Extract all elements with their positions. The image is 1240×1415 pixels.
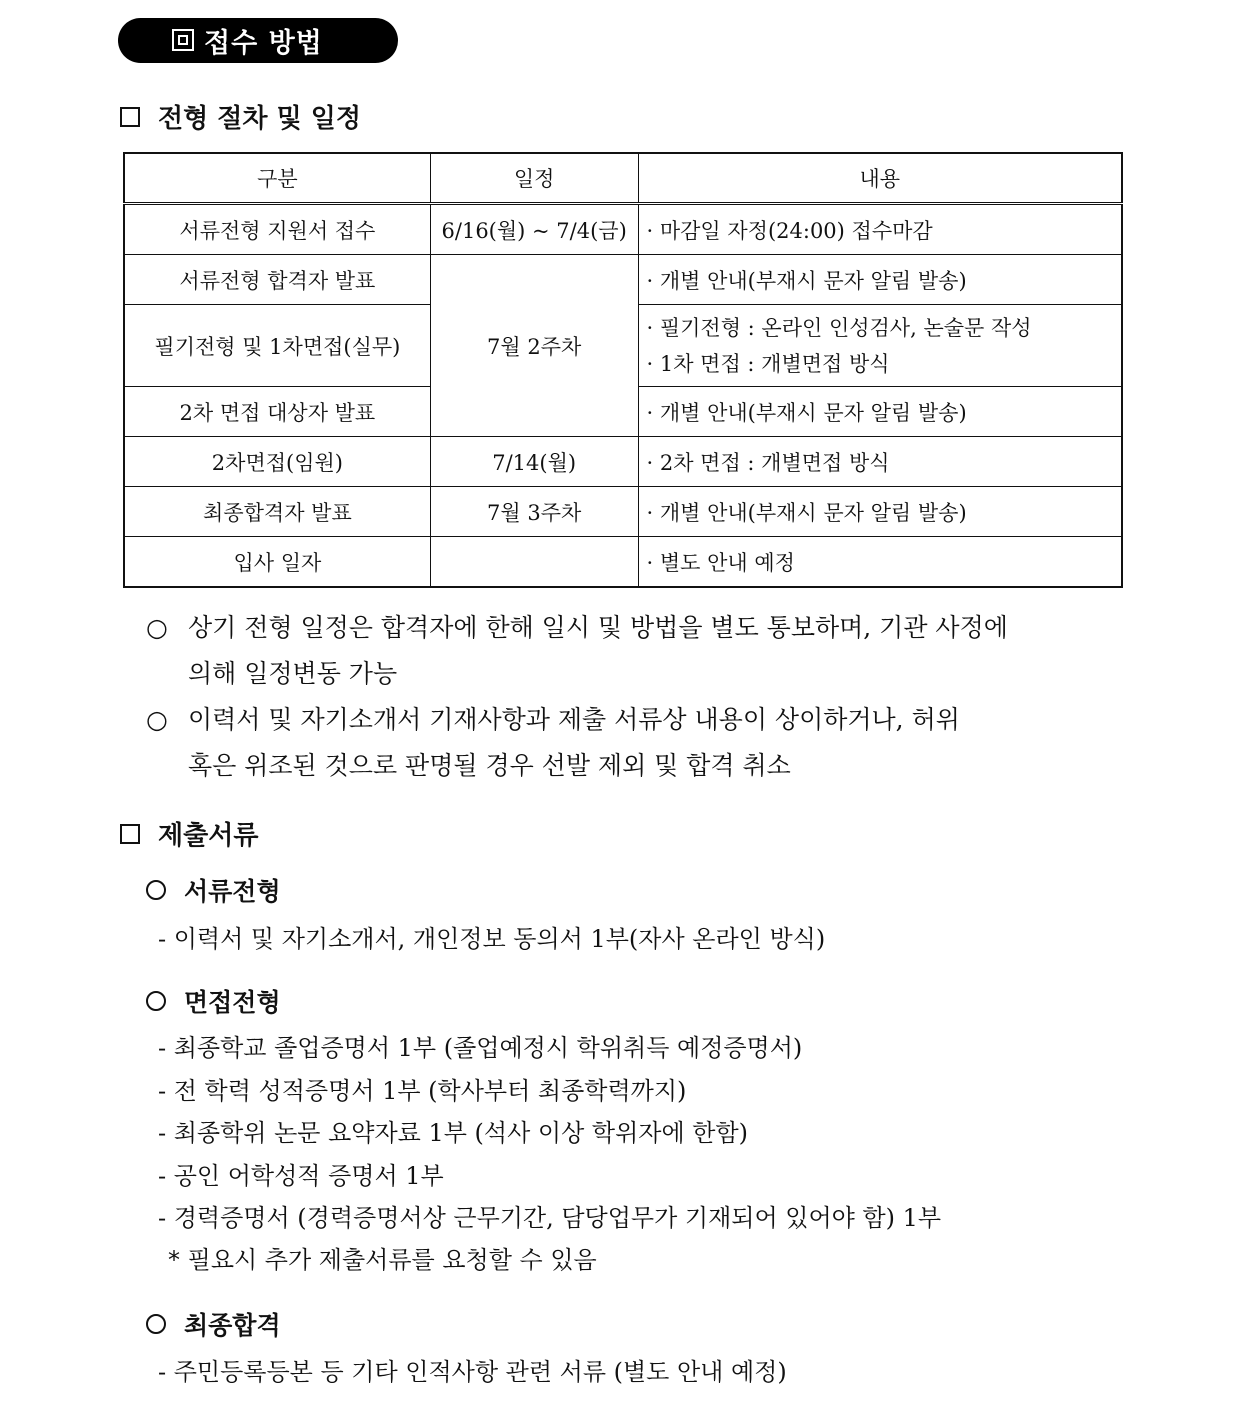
note-line2: 의해 일정변동 가능 bbox=[188, 659, 398, 688]
row-content: · 개별 안내(부재시 문자 알림 발송) bbox=[638, 487, 1122, 537]
row-schedule: 6/16(월) ~ 7/4(금) bbox=[430, 204, 638, 255]
row-content: · 개별 안내(부재시 문자 알림 발송) bbox=[638, 387, 1122, 437]
group-title-text: 서류전형 bbox=[184, 877, 281, 906]
footnote: * 필요시 추가 제출서류를 요청할 수 있음 bbox=[168, 1246, 597, 1274]
row-content bbox=[638, 305, 1122, 387]
table-row bbox=[124, 255, 1122, 305]
circle-bullet-icon bbox=[146, 991, 166, 1011]
group-title-text: 최종합격 bbox=[184, 1311, 281, 1340]
note-item bbox=[146, 697, 1126, 789]
row-category: 서류전형 합격자 발표 bbox=[124, 255, 430, 305]
section-header-pill bbox=[118, 18, 398, 63]
table-row bbox=[124, 204, 1122, 255]
row-schedule: 7월 3주차 bbox=[430, 487, 638, 537]
section-title-text: 전형 절차 및 일정 bbox=[158, 104, 361, 134]
row-category: 입사 일자 bbox=[124, 537, 430, 588]
row-schedule bbox=[430, 537, 638, 588]
header-content: 내용 bbox=[638, 153, 1122, 204]
row-schedule-merged: 7월 2주차 bbox=[430, 255, 638, 437]
checkbox-square-icon bbox=[120, 107, 140, 127]
circle-bullet-icon bbox=[146, 880, 166, 900]
list-item: - 공인 어학성적 증명서 1부 bbox=[158, 1162, 444, 1190]
row-content: · 개별 안내(부재시 문자 알림 발송) bbox=[638, 255, 1122, 305]
content-line: · 필기전형 : 온라인 인성검사, 논술문 작성 bbox=[646, 315, 1032, 340]
note-line1: 이력서 및 자기소개서 기재사항과 제출 서류상 내용이 상이하거나, 허위 bbox=[188, 705, 960, 734]
row-category: 2차면접(임원) bbox=[124, 437, 430, 487]
row-category: 2차 면접 대상자 발표 bbox=[124, 387, 430, 437]
section-title-documents bbox=[120, 815, 258, 852]
square-box-icon bbox=[172, 29, 194, 51]
header-category: 구분 bbox=[124, 153, 430, 204]
note-item bbox=[146, 605, 1126, 697]
table-header-row bbox=[124, 153, 1122, 204]
group-title-text: 면접전형 bbox=[184, 988, 281, 1017]
row-content: · 마감일 자정(24:00) 접수마감 bbox=[638, 204, 1122, 255]
list-item: - 최종학교 졸업증명서 1부 (졸업예정시 학위취득 예정증명서) bbox=[158, 1034, 803, 1062]
group-title-final bbox=[146, 1306, 281, 1342]
row-category: 필기전형 및 1차면접(실무) bbox=[124, 305, 430, 387]
group-title-interview bbox=[146, 983, 281, 1019]
note-marker: ○ bbox=[146, 705, 168, 734]
header-title: 접수 방법 bbox=[204, 28, 323, 59]
list-item: - 최종학위 논문 요약자료 1부 (석사 이상 학위자에 한함) bbox=[158, 1119, 748, 1147]
list-item: - 주민등록등본 등 기타 인적사항 관련 서류 (별도 안내 예정) bbox=[158, 1358, 787, 1386]
table-row bbox=[124, 437, 1122, 487]
content-line: · 1차 면접 : 개별면접 방식 bbox=[646, 351, 890, 376]
note-line2: 혹은 위조된 것으로 판명될 경우 선발 제외 및 합격 취소 bbox=[188, 751, 791, 780]
checkbox-square-icon bbox=[120, 824, 140, 844]
table-row bbox=[124, 487, 1122, 537]
section-title-schedule bbox=[120, 98, 361, 135]
header-schedule: 일정 bbox=[430, 153, 638, 204]
list-item: - 전 학력 성적증명서 1부 (학사부터 최종학력까지) bbox=[158, 1077, 687, 1105]
list-item: - 경력증명서 (경력증명서상 근무기간, 담당업무가 기재되어 있어야 함) 1부 bbox=[158, 1204, 942, 1232]
row-category: 최종합격자 발표 bbox=[124, 487, 430, 537]
row-content: · 별도 안내 예정 bbox=[638, 537, 1122, 588]
note-line1: 상기 전형 일정은 합격자에 한해 일시 및 방법을 별도 통보하며, 기관 사정에 bbox=[188, 613, 1008, 642]
row-category: 서류전형 지원서 접수 bbox=[124, 204, 430, 255]
table-row bbox=[124, 537, 1122, 588]
section-title-text: 제출서류 bbox=[158, 821, 259, 851]
circle-bullet-icon bbox=[146, 1314, 166, 1334]
row-schedule: 7/14(월) bbox=[430, 437, 638, 487]
row-content: · 2차 면접 : 개별면접 방식 bbox=[638, 437, 1122, 487]
list-item: - 이력서 및 자기소개서, 개인정보 동의서 1부(자사 온라인 방식) bbox=[158, 925, 826, 953]
schedule-table bbox=[123, 152, 1123, 588]
note-marker: ○ bbox=[146, 613, 168, 642]
group-title-document-screening bbox=[146, 872, 281, 908]
